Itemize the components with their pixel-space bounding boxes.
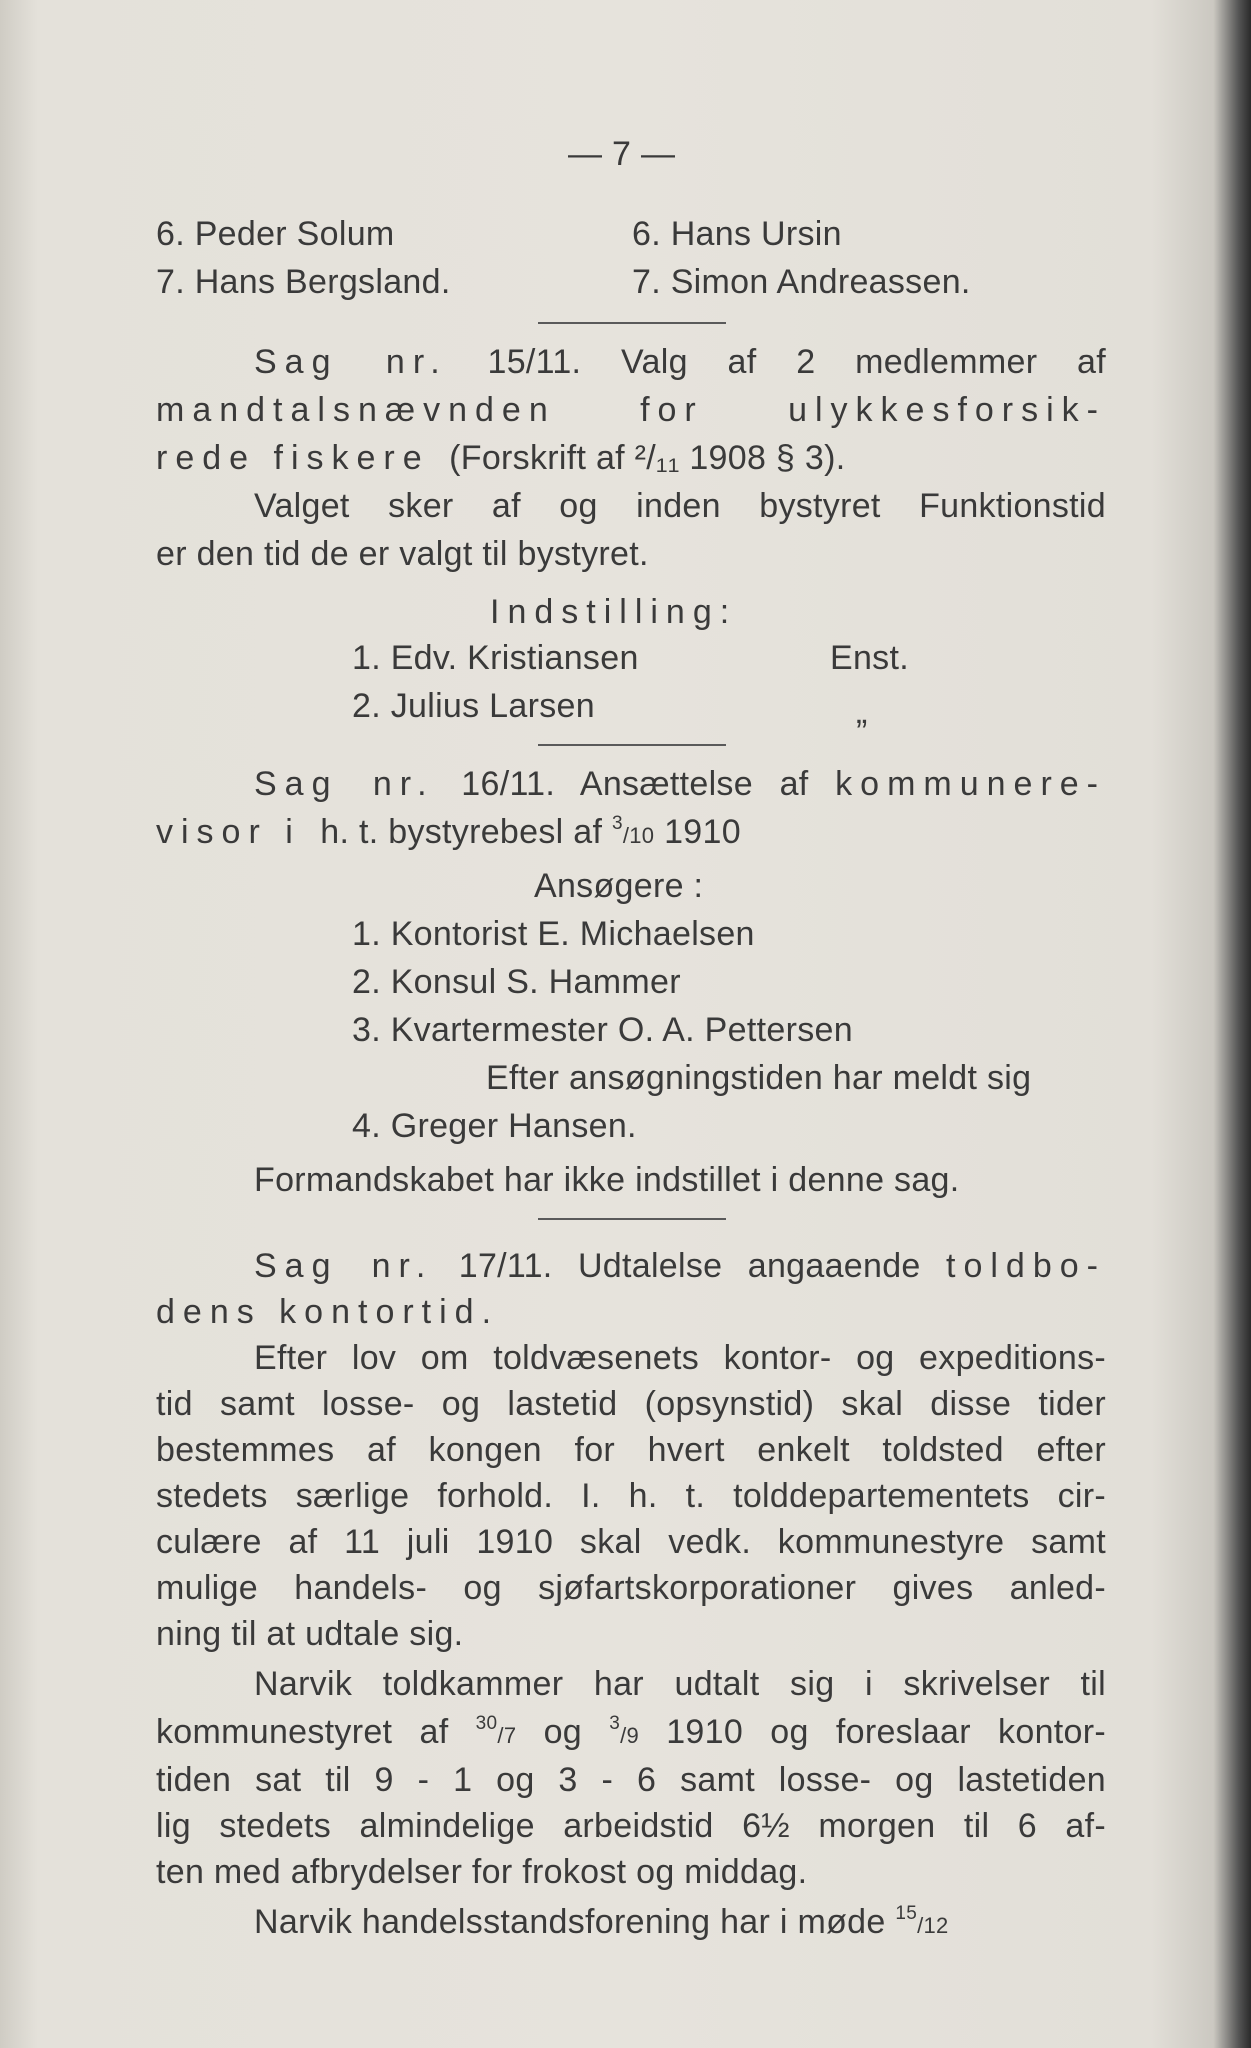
applicant-2: 2. Konsul S. Hammer	[352, 963, 681, 1001]
sag15-paragraph-line1: Valget sker af og inden bystyret Funktionstid	[254, 487, 1106, 525]
sag16-heading: Sag nr. 16/11. Ansættelse af kommunere-	[254, 765, 1107, 803]
applicant-3: 3. Kvartermester O. A. Pettersen	[352, 1011, 853, 1049]
sag17-para2-line3: tiden sat til 9 - 1 og 3 - 6 samt losse- og lastetiden	[156, 1761, 1106, 1799]
sag17-para1-line7: ning til at udtale sig.	[156, 1615, 464, 1653]
sag17-heading-line2: dens kontortid.	[156, 1293, 500, 1331]
page-number: — 7 —	[568, 135, 676, 173]
section-divider	[538, 744, 726, 746]
sag17-heading: Sag nr. 17/11. Udtalelse angaaende toldbo-	[254, 1247, 1106, 1285]
list-left-item-6: 6. Peder Solum	[156, 215, 395, 253]
candidate-2-name: 2. Julius Larsen	[352, 687, 595, 725]
list-right-item-6: 6. Hans Ursin	[632, 215, 842, 253]
applicants-heading: Ansøgere :	[534, 867, 704, 905]
section-divider	[538, 1218, 726, 1220]
indstilling-heading: Indstilling:	[490, 593, 738, 631]
list-left-item-7: 7. Hans Bergsland.	[156, 263, 451, 301]
sag17-para2-line5: ten med afbrydelser for frokost og middag.	[156, 1853, 808, 1891]
candidate-1-name: 1. Edv. Kristiansen	[352, 639, 639, 677]
sag16-conclusion: Formandskabet har ikke indstillet i denne sag.	[254, 1161, 960, 1199]
sag17-para2-line1: Narvik toldkammer har udtalt sig i skrivelser til	[254, 1665, 1106, 1703]
sag15-heading-line2: mandtalsnævnden for ulykkesforsik-	[156, 391, 1106, 429]
sag16-heading-line2: visor i h. t. bystyrebesl af $^3$/10 1910	[156, 813, 741, 851]
sag17-para2-line4: lig stedets almindelige arbeidstid 6½ morgen til 6 af-	[156, 1807, 1106, 1845]
sag17-para1-line5: culære af 11 juli 1910 skal vedk. kommunestyre samt	[156, 1523, 1106, 1561]
list-right-item-7: 7. Simon Andreassen.	[632, 263, 971, 301]
candidate-2-vote: „	[856, 693, 868, 731]
section-divider	[538, 322, 726, 324]
candidate-1-vote: Enst.	[830, 639, 909, 677]
after-deadline-note: Efter ansøgningstiden har meldt sig	[486, 1059, 1032, 1097]
sag15-heading-line3: rede fiskere (Forskrift af ²/₁₁ 1908 § 3).	[156, 439, 846, 477]
sag17-para1-line2: tid samt losse- og lastetid (opsynstid) skal disse tider	[156, 1385, 1106, 1423]
sag17-para1-line6: mulige handels- og sjøfartskorporationer gives anled-	[156, 1569, 1106, 1607]
sag15-heading: Sag nr. 15/11. Valg af 2 medlemmer af	[254, 343, 1107, 381]
sag17-para3-line1: Narvik handelsstandsforening har i møde $^{15}$/12	[254, 1903, 949, 1941]
sag15-paragraph-line2: er den tid de er valgt til bystyret.	[156, 535, 649, 573]
sag17-para1-line3: bestemmes af kongen for hvert enkelt toldsted efter	[156, 1431, 1106, 1469]
sag17-para1-line1: Efter lov om toldvæsenets kontor- og expeditions-	[254, 1339, 1106, 1377]
sag17-para2-line2: kommunestyret af $^{30}$/7 og $^3$/9 1910 og foreslaar kontor-	[156, 1713, 1106, 1751]
sag17-para1-line4: stedets særlige forhold. I. h. t. tolddepartementets cir-	[156, 1477, 1106, 1515]
applicant-1: 1. Kontorist E. Michaelsen	[352, 915, 755, 953]
applicant-4: 4. Greger Hansen.	[352, 1107, 637, 1145]
